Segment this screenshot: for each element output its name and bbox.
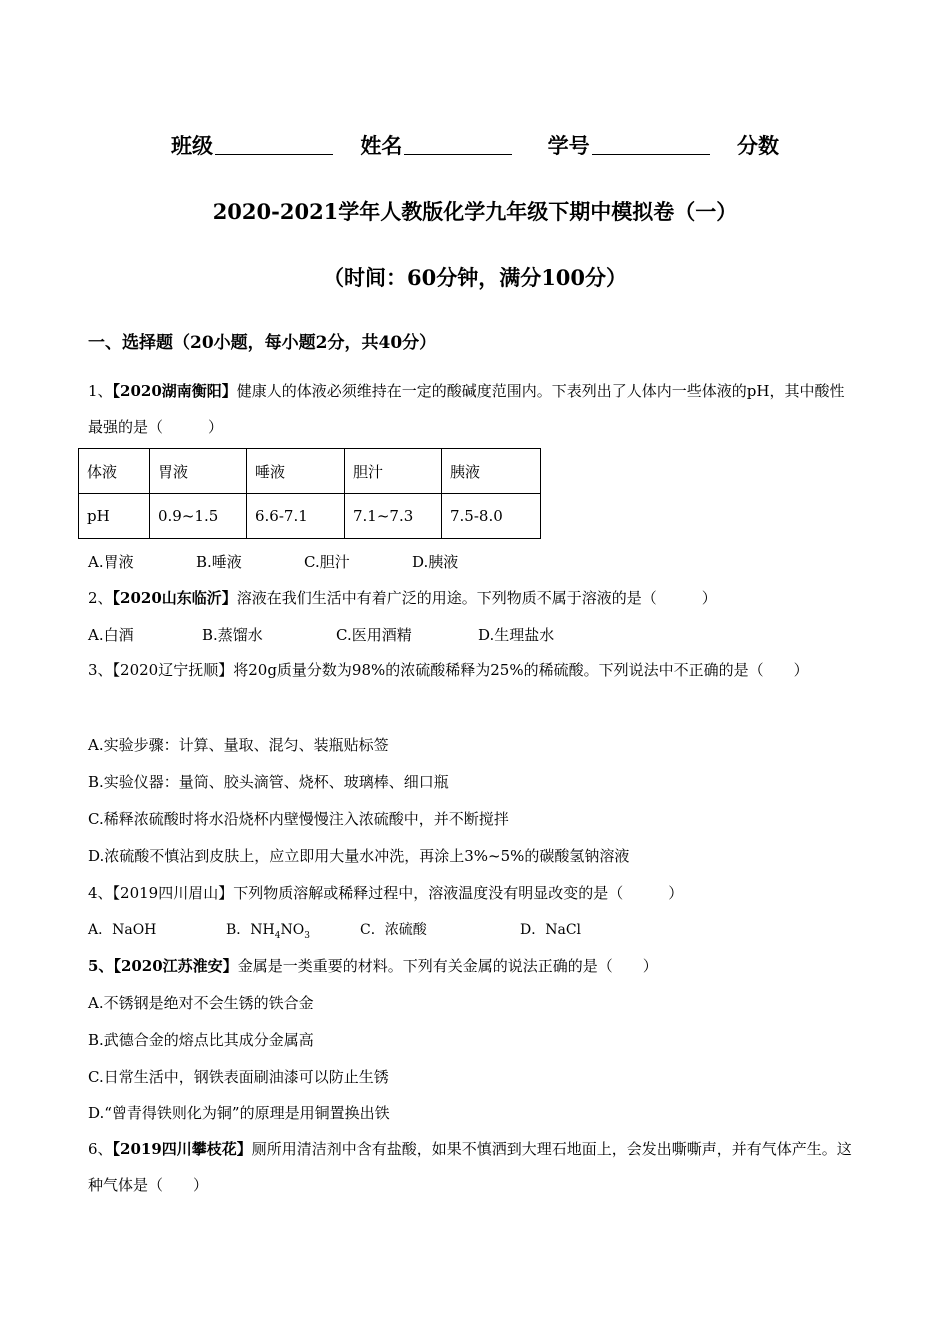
question-text: 溶液在我们生活中有着广泛的用途。下列物质不属于溶液的是（ ）	[236, 589, 717, 607]
question-number: 5、	[88, 957, 114, 975]
section-title: 一、选择题（20小题，每小题2分，共40分）	[88, 333, 437, 353]
ph-table	[78, 448, 541, 539]
question-text: 下列物质溶解或稀释过程中，溶液温度没有明显改变的是（ ）	[233, 884, 684, 902]
option-b	[226, 919, 360, 941]
student-info-line	[0, 130, 950, 160]
exam-subtitle: （时间：60分钟，满分100分）	[322, 265, 628, 290]
question-source: 【2020辽宁抚顺】	[112, 661, 234, 679]
table-cell: 胰液	[442, 449, 541, 494]
table-cell: 6.6-7.1	[247, 494, 345, 539]
id-label: 学号	[547, 133, 590, 158]
option-c: C.医用酒精	[336, 626, 412, 644]
question-text: 厕所用清洁剂中含有盐酸，如果不慎洒到大理石地面上，会发出嘶嘶声，并有气体产生。这种气体是（ ）	[88, 1140, 852, 1194]
option-c: C.稀释浓硫酸时将水沿烧杯内壁慢慢注入浓硫酸中，并不断搅拌	[88, 810, 509, 828]
name-blank	[404, 134, 512, 155]
formula-subscript: 4	[274, 930, 281, 941]
question-source: 【2020湖南衡阳】	[112, 382, 237, 400]
id-blank	[592, 134, 710, 155]
table-cell: 唾液	[247, 449, 345, 494]
option-a: A.不锈钢是绝对不会生锈的铁合金	[88, 994, 314, 1012]
option-d: D．NaCl	[520, 922, 582, 938]
question-5	[88, 955, 658, 976]
question-number: 4、	[88, 884, 113, 902]
option-d: D.胰液	[412, 553, 459, 571]
question-6	[88, 1131, 858, 1203]
question-2-options	[88, 624, 554, 645]
class-blank	[215, 134, 333, 155]
question-2	[88, 587, 717, 608]
option-b: B.实验仪器：量筒、胶头滴管、烧杯、玻璃棒、细口瓶	[88, 773, 449, 791]
question-text: 金属是一类重要的材料。下列有关金属的说法正确的是（ ）	[237, 957, 658, 975]
question-source: 【2020山东临沂】	[112, 589, 237, 607]
table-cell: 胆汁	[345, 449, 442, 494]
table-cell: 7.1~7.3	[345, 494, 442, 539]
question-source: 【2019四川攀枝花】	[112, 1140, 252, 1158]
question-number: 2、	[88, 589, 113, 607]
question-4-options	[88, 919, 581, 941]
question-text: 将20g质量分数为98%的浓硫酸稀释为25%的稀硫酸。下列说法中不正确的是（ ）	[233, 661, 809, 679]
option-b: B.蒸馏水	[202, 626, 263, 644]
option-b: B.武德合金的熔点比其成分金属高	[88, 1031, 314, 1049]
option-a: A．NaOH	[88, 922, 157, 938]
table-cell: pH	[79, 494, 150, 539]
question-number: 1、	[88, 382, 113, 400]
class-label: 班级	[171, 133, 214, 158]
question-source: 【2019四川眉山】	[112, 884, 234, 902]
option-a: A.胃液	[88, 553, 134, 571]
option-d: D.浓硫酸不慎沾到皮肤上，应立即用大量水冲洗，再涂上3%~5%的碳酸氢钠溶液	[88, 847, 630, 865]
question-4	[88, 882, 683, 903]
question-1-options	[88, 551, 458, 572]
option-c: C．浓硫酸	[360, 922, 427, 938]
formula-part: B．NH	[226, 922, 275, 938]
option-c: C.日常生活中，钢铁表面刷油漆可以防止生锈	[88, 1068, 389, 1086]
option-d: D.生理盐水	[478, 626, 555, 644]
option-c: C.胆汁	[304, 553, 350, 571]
question-source: 【2020江苏淮安】	[113, 957, 238, 975]
table-cell: 7.5-8.0	[442, 494, 541, 539]
option-a: A.实验步骤：计算、量取、混匀、装瓶贴标签	[88, 736, 389, 754]
table-row	[79, 494, 541, 539]
option-d: D.“曾青得铁则化为铜”的原理是用铜置换出铁	[88, 1104, 390, 1122]
formula-subscript: 3	[304, 930, 310, 941]
score-label: 分数	[736, 133, 779, 158]
question-3	[88, 652, 858, 688]
table-cell: 0.9~1.5	[150, 494, 247, 539]
table-cell: 胃液	[150, 449, 247, 494]
question-number: 3、	[88, 661, 113, 679]
table-cell: 体液	[79, 449, 150, 494]
exam-title: 2020-2021学年人教版化学九年级下期中模拟卷（一）	[212, 199, 738, 224]
question-text: 健康人的体液必须维持在一定的酸碱度范围内。下表列出了人体内一些体液的pH，其中酸性最强的是（ ）	[88, 382, 845, 436]
option-a: A.白酒	[88, 626, 134, 644]
question-1	[88, 373, 858, 445]
formula-part: NO	[280, 922, 305, 938]
name-label: 姓名	[360, 133, 403, 158]
question-number: 6、	[88, 1140, 113, 1158]
option-b: B.唾液	[196, 553, 242, 571]
table-row	[79, 449, 541, 494]
